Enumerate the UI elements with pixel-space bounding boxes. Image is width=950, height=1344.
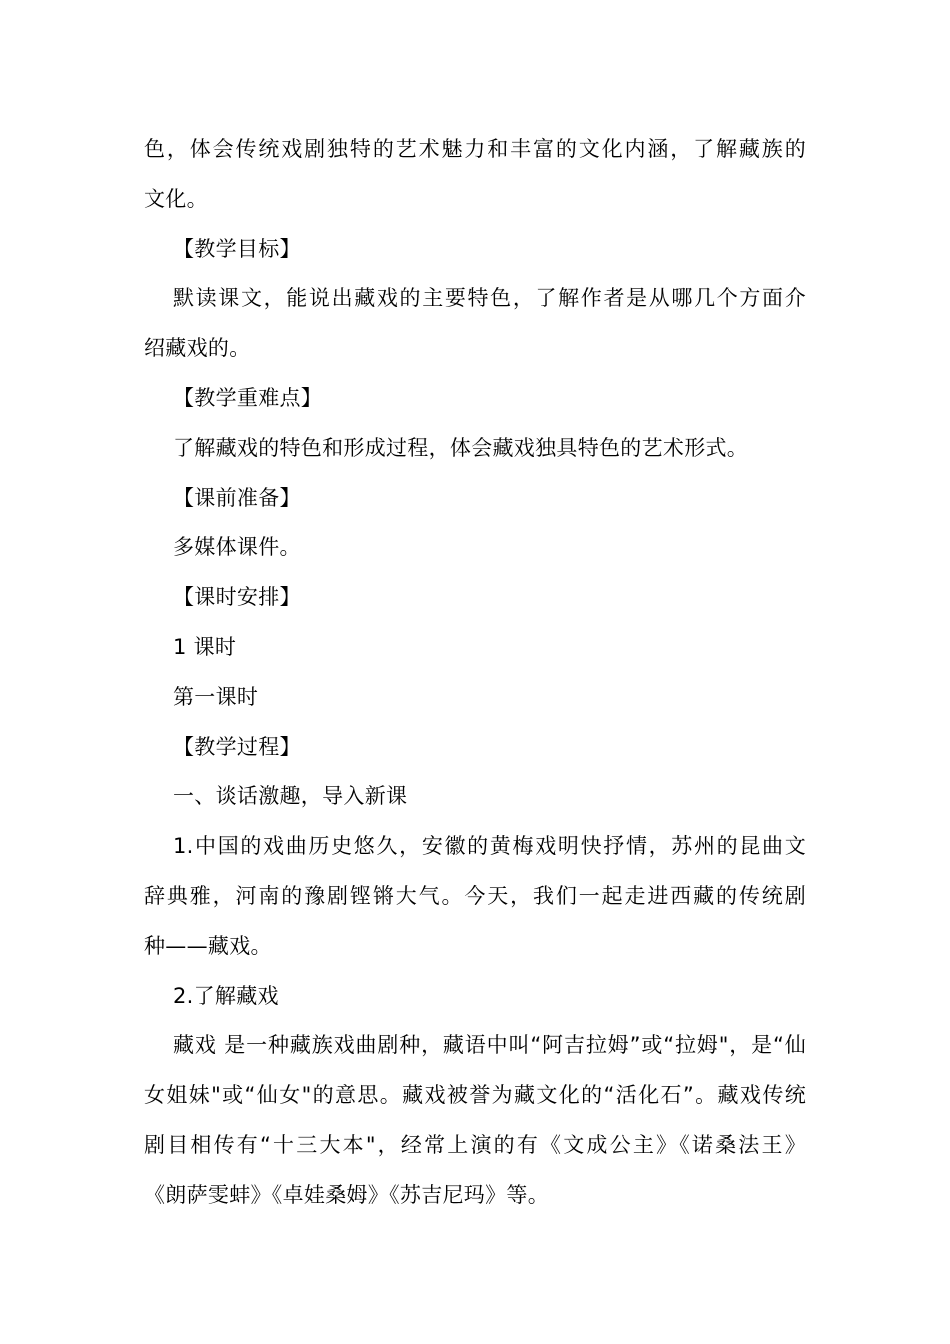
paragraph-line: 文化。: [144, 186, 208, 211]
paragraph-line: 了解藏戏的特色和形成过程，体会藏戏独具特色的艺术形式。: [173, 435, 749, 460]
paragraph-line: 色，体会传统戏剧独特的艺术魅力和丰富的文化内涵，了解藏族的: [144, 137, 806, 161]
paragraph-line: 绍藏戏的。: [144, 336, 251, 361]
subsection-heading: 一、谈话激趣，导入新课: [173, 784, 408, 809]
paragraph-line: 1 课时: [173, 634, 237, 659]
paragraph-line: 2.了解藏戏: [173, 983, 279, 1008]
document-body: [144, 125, 806, 1221]
paragraph-line: 《朗萨雯蚌》《卓娃桑姆》《苏吉尼玛》等。: [144, 1182, 549, 1207]
paragraph-line: 藏戏 是一种藏族戏曲剧种，藏语中叫“阿吉拉姆”或“拉姆"，是“仙: [173, 1033, 806, 1058]
paragraph-line: 辞典雅，河南的豫剧铿锵大气。今天，我们一起走进西藏的传统剧: [144, 883, 806, 908]
paragraph-line: 剧目相传有“十三大本"，经常上演的有《文成公主》《诺桑法王》: [144, 1132, 806, 1157]
paragraph-line: 女姐妹"或“仙女"的意思。藏戏被誉为藏文化的“活化石”。藏戏传统: [144, 1083, 806, 1108]
paragraph-line: 种——藏戏。: [144, 933, 272, 958]
section-heading-schedule: 【课时安排】: [173, 585, 301, 610]
paragraph-line: 多媒体课件。: [173, 535, 301, 560]
section-heading-key-points: 【教学重难点】: [173, 385, 323, 410]
section-heading-preparation: 【课前准备】: [173, 485, 301, 510]
section-heading-process: 【教学过程】: [173, 734, 301, 759]
paragraph-line: 1.中国的戏曲历史悠久，安徽的黄梅戏明快抒情，苏州的昆曲文: [173, 834, 806, 859]
paragraph-line: 第一课时: [173, 684, 259, 709]
section-heading-teaching-goals: 【教学目标】: [173, 236, 301, 261]
paragraph-line: 默读课文，能说出藏戏的主要特色，了解作者是从哪几个方面介: [173, 286, 806, 311]
